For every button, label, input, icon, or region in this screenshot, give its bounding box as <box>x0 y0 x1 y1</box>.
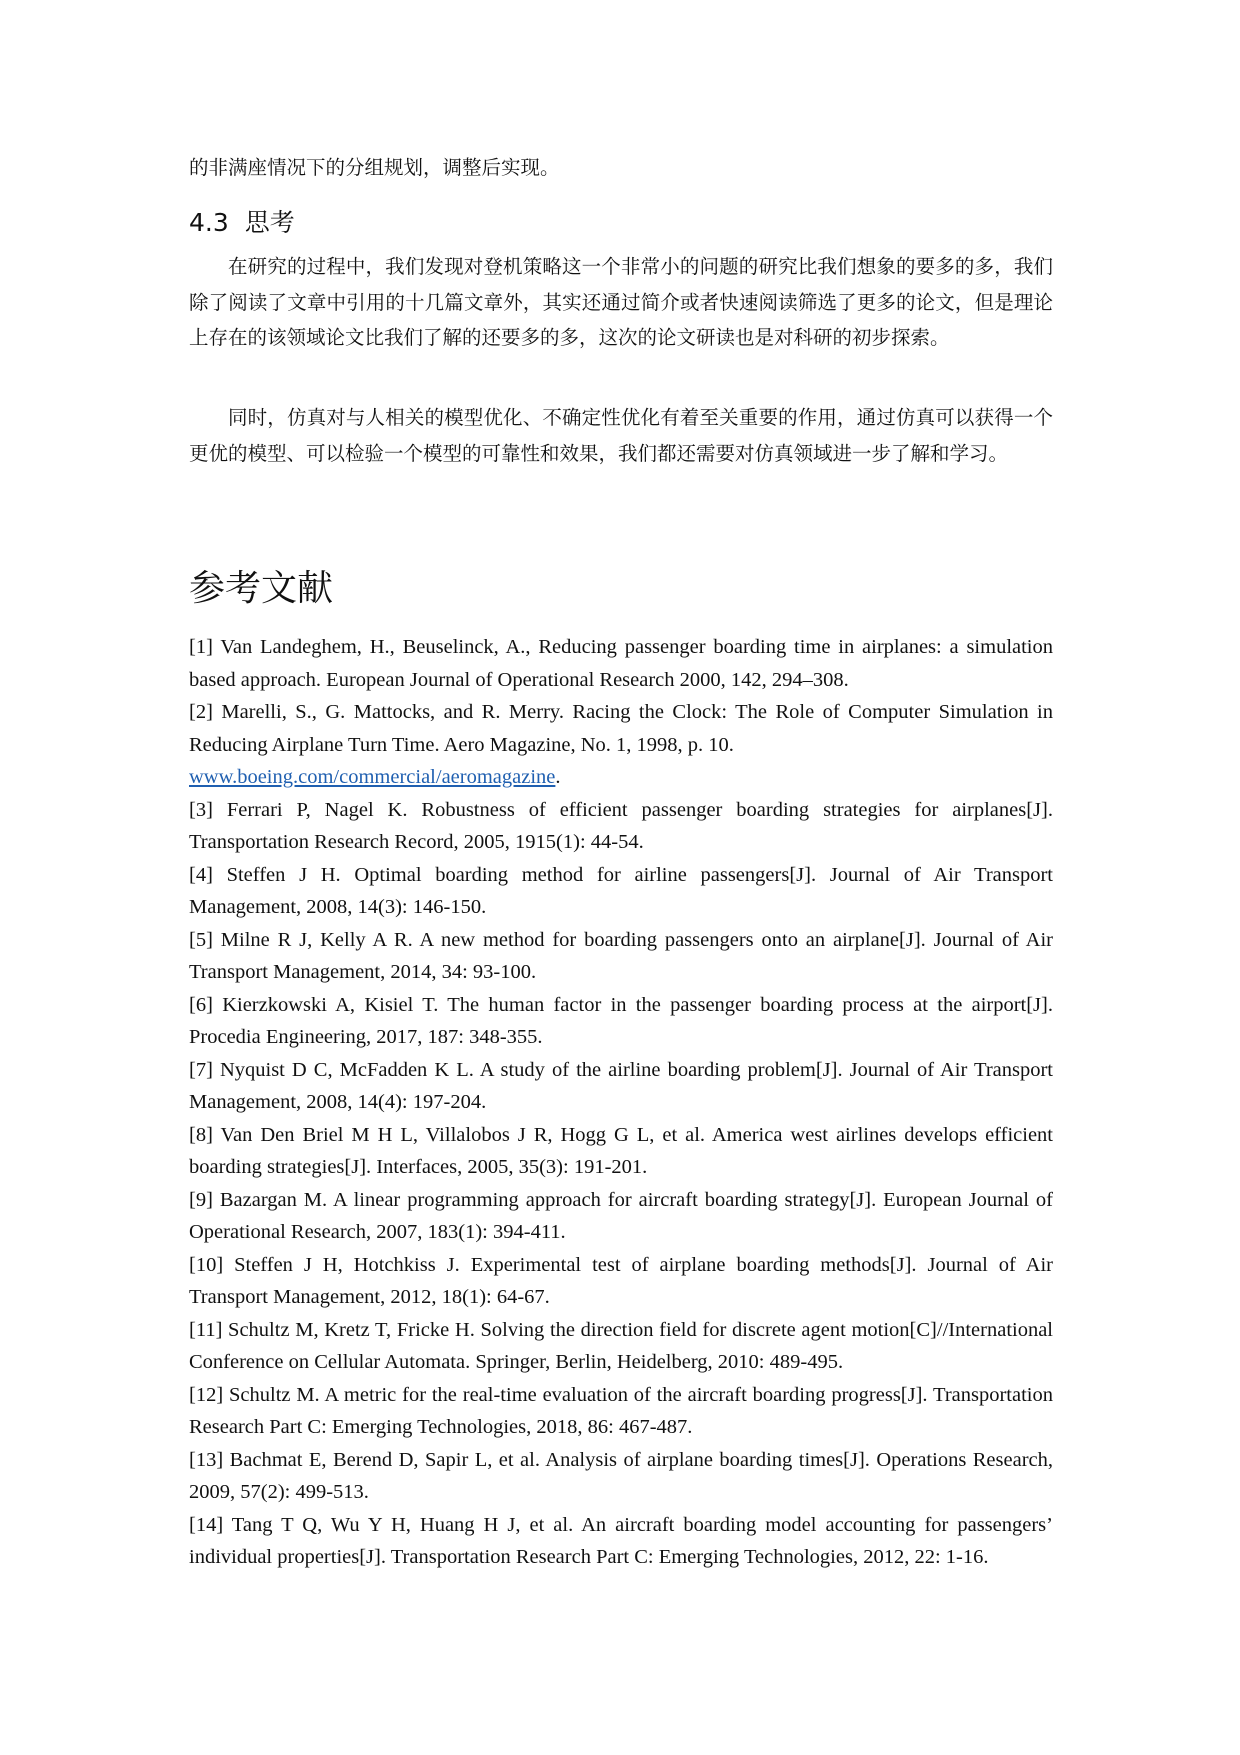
section-title: 思考 <box>244 208 295 237</box>
section-paragraph-2: 同时，仿真对与人相关的模型优化、不确定性优化有着至关重要的作用，通过仿真可以获得一个更优的模型、可以检验一个模型的可靠性和效果，我们都还需要对仿真领域进一步了解和学习。 <box>189 406 1053 465</box>
reference-item-1: [1] Van Landeghem, H., Beuselinck, A., Reducing passenger boarding time in airplanes: a simulation based approach. European Journal of Operational Research 2000, 142, 294–308. <box>189 636 1053 691</box>
reference-2-link[interactable]: www.boeing.com/commercial/aeromagazine <box>189 766 556 788</box>
reference-item-11: [11] Schultz M, Kretz T, Fricke H. Solving the direction field for discrete agent motion[C]//International Conference on Cellular Automata. Springer, Berlin, Heidelberg, 2010: 489-495. <box>189 1318 1053 1373</box>
section-number: 4.3 <box>189 208 229 237</box>
reference-item-14: [14] Tang T Q, Wu Y H, Huang H J, et al. An aircraft boarding model accounting for passengers’ individual properties[J]. Transportation Research Part C: Emerging Technologies, 2012, 22: 1-16. <box>189 1513 1053 1568</box>
reference-item-2 <box>189 696 1053 794</box>
reference-list <box>189 631 1053 1574</box>
continued-paragraph: 的非满座情况下的分组规划，调整后实现。 <box>189 156 560 179</box>
reference-2-text: [2] Marelli, S., G. Mattocks, and R. Merry. Racing the Clock: The Role of Computer Simulation in Reducing Airplane Turn Time. Aero Magazine, No. 1, 1998, p. 10. <box>189 701 1053 756</box>
reference-item-12: [12] Schultz M. A metric for the real-time evaluation of the aircraft boarding progress[J]. Transportation Research Part C: Emerging Technologies, 2018, 86: 467-487. <box>189 1383 1053 1438</box>
reference-item-7: [7] Nyquist D C, McFadden K L. A study of the airline boarding problem[J]. Journal of Air Transport Management, 2008, 14(4): 197-204. <box>189 1058 1053 1113</box>
reference-item-10: [10] Steffen J H, Hotchkiss J. Experimental test of airplane boarding methods[J]. Journal of Air Transport Management, 2012, 18(1): 64-67. <box>189 1253 1053 1308</box>
reference-item-6: [6] Kierzkowski A, Kisiel T. The human factor in the passenger boarding process at the airport[J]. Procedia Engineering, 2017, 187: 348-355. <box>189 993 1053 1048</box>
section-heading <box>189 203 295 239</box>
reference-item-5: [5] Milne R J, Kelly A R. A new method for boarding passengers onto an airplane[J]. Journal of Air Transport Management, 2014, 34: 93-100. <box>189 928 1053 983</box>
reference-item-13: [13] Bachmat E, Berend D, Sapir L, et al. Analysis of airplane boarding times[J]. Operations Research, 2009, 57(2): 499-513. <box>189 1448 1053 1503</box>
references-heading: 参考文献 <box>189 568 334 609</box>
reference-item-8: [8] Van Den Briel M H L, Villalobos J R, Hogg G L, et al. America west airlines develops efficient boarding strategies[J]. Interfaces, 2005, 35(3): 191-201. <box>189 1123 1053 1178</box>
reference-item-9: [9] Bazargan M. A linear programming approach for aircraft boarding strategy[J]. European Journal of Operational Research, 2007, 183(1): 394-411. <box>189 1188 1053 1243</box>
reference-item-4: [4] Steffen J H. Optimal boarding method for airline passengers[J]. Journal of Air Transport Management, 2008, 14(3): 146-150. <box>189 863 1053 918</box>
reference-2-link-suffix: . <box>555 766 561 788</box>
section-paragraph-1: 在研究的过程中，我们发现对登机策略这一个非常小的问题的研究比我们想象的要多的多，我们除了阅读了文章中引用的十几篇文章外，其实还通过简介或者快速阅读筛选了更多的论文，但是理论上存在的该领域论文比我们了解的还要多的多，这次的论文研读也是对科研的初步探索。 <box>189 255 1053 349</box>
reference-item-3: [3] Ferrari P, Nagel K. Robustness of efficient passenger boarding strategies for airplanes[J]. Transportation Research Record, 2005, 1915(1): 44-54. <box>189 798 1053 853</box>
